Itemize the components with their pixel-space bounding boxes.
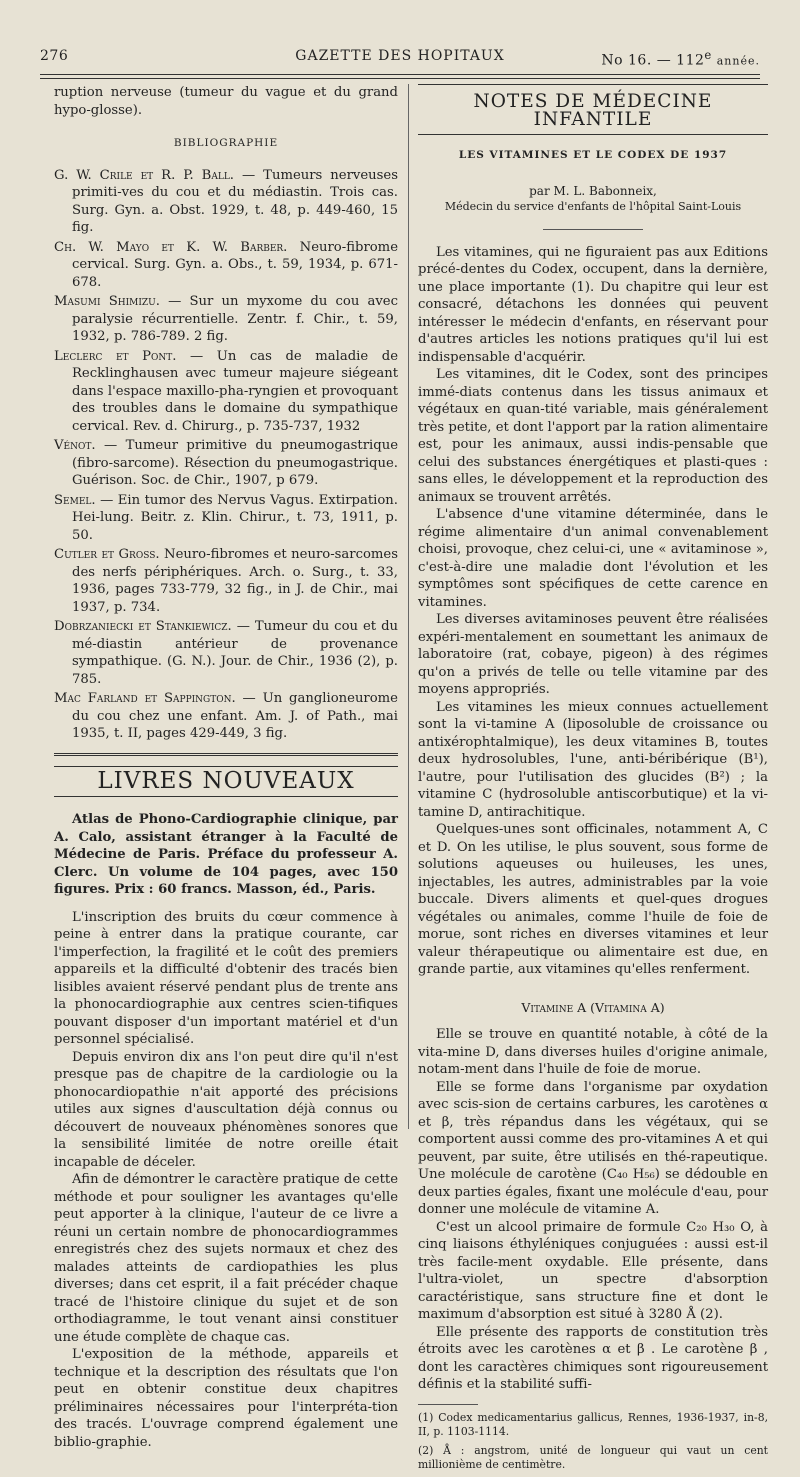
book-paragraph: Depuis environ dix ans l'on peut dire qu'il n'est presque pas de chapitre de la cardiologie ou la phonocardiopathie n'ait apporté des précisions utiles aux signes d'auscultation déjà connus ou découvert de nouveaux phénomènes sonores que la sensibilité limitée de notre oreille était incapable de déceler. (54, 1049, 398, 1170)
article-byline (418, 183, 768, 215)
bibliography-entry (54, 348, 398, 436)
bibliography-authors: Masumi Shimizu. (54, 294, 160, 309)
issue-suffix: année. (716, 54, 760, 68)
bibliography-authors: Ch. W. Mayo et K. W. Barber. (54, 239, 288, 255)
footnote: (1) Codex medicamentarius gallicus, Rennes, 1936-1937, in-8, II, p. 1103-1114. (418, 1410, 768, 1438)
bibliography-list (54, 167, 398, 743)
intro-paragraph: ruption nerveuse (tumeur du vague et du grand hypo-glosse). (54, 85, 398, 118)
footnote: (2) Å : angstrom, unité de longueur qui vaut un cent millionième de centimètre. (418, 1443, 768, 1471)
right-column (418, 84, 768, 1477)
bibliography-entry (54, 546, 398, 616)
bibliography-authors: Semel. (54, 492, 96, 508)
livres-nouveaux-title: LIVRES NOUVEAUX (54, 766, 398, 798)
issue-info (601, 48, 760, 69)
header-rule-2 (40, 78, 760, 79)
bibliography-entry (54, 618, 398, 688)
bibliography-authors: Vénot. (54, 438, 96, 453)
bibliography-entry (54, 293, 398, 346)
book-paragraph: Afin de démontrer le caractère pratique de cette méthode et pour souligner les avantages qu'elle peut apporter à la clinique, l'auteur de ce livre a réuni un certain nombre de phonocardiogrammes enregistrés chez des sujets normaux et chez des malades atteints de cardiopathies les plus diverses; dans cet esprit, il a fait précéder chaque tracé de l'histoire clinique du sujet et de son orthodiagramme, le tout venant ainsi constituer une étude complète de chaque cas. (54, 1172, 398, 1345)
bibliography-entry (54, 690, 398, 743)
header-rule (40, 74, 760, 75)
author-affiliation: Médecin du service d'enfants de l'hôpital Saint-Louis (444, 199, 742, 213)
issue-sup: e (704, 48, 712, 62)
issue-prefix: No 16. — 112 (601, 52, 705, 69)
article-paragraph: L'absence d'une vitamine déterminée, dans le régime alimentaire d'un animal convenablement choisi, provoque, chez celui-ci, une « avitaminose », c'est-à-dire une maladie dont l'évolution et les symptômes sont spécifiques de cette carence en vitamines. (418, 507, 768, 610)
page-number: 276 (40, 48, 69, 64)
bibliography-text: — Tumeur primitive du pneumogastrique (fibro-sarcome). Résection du pneumogastrique. Guérison. Soc. de Chir., 1907, p 679. (72, 438, 398, 488)
article-title: LES VITAMINES ET LE CODEX DE 1937 (458, 149, 728, 161)
vitamin-a-paragraph: Elle présente des rapports de constitution très étroits avec les carotènes α et β . Le carotène β , dont les caractères chimiques sont rigoureusement définis et la stabilité suffi- (418, 1324, 768, 1392)
bibliography-entry (54, 167, 398, 237)
author-name: par M. L. Babonneix, (529, 183, 657, 198)
left-column (54, 84, 398, 1451)
bibliography-entry (54, 437, 398, 490)
bibliography-entry (54, 492, 398, 545)
bibliography-text: — Sur un myxome du cou avec paralysie récurrentielle. Zentr. f. Chir., t. 59, 1932, p. 786-789. 2 fig. (72, 294, 398, 344)
book-entry: Atlas de Phono-Cardiographie clinique, par A. Calo, assistant étranger à la Faculté de Médecine de Paris. Préface du professeur A. Clerc. Un volume de 104 pages, avec 150 figures. Prix : 60 francs. Masson, éd., Paris. (54, 812, 398, 897)
bibliography-authors: Dobrzaniecki et Stankiewicz. (54, 619, 232, 634)
bibliography-authors: Cutler et Gross. (54, 547, 160, 562)
article-paragraph: Quelques-unes sont officinales, notamment A, C et D. On les utilise, le plus souvent, sous forme de solutions aqueuses ou huileuses, les unes, injectables, les autres, administrables par la voie buccale. Divers aliments et quel-ques drogues végétales ou animales, comme l'huile de foie de morue, sont riches en diverses vitamines et leur valeur thérapeutique ou alimentaire est due, en grande partie, aux vitamines qu'elles renferment. (418, 822, 768, 977)
journal-title: GAZETTE DES HOPITAUX (295, 48, 505, 64)
article-paragraph: Les vitamines, qui ne figuraient pas aux Editions précé-dentes du Codex, occupent, dans la dernière, une place importante (1). Du chapitre qui leur est consacré, détachons les données qui peuvent intéresser le médecin d'enfants, en réservant pour d'autres articles les notions pratiques qu'il lui est indispensable d'acquérir. (418, 244, 768, 365)
bibliography-text: — Ein tumor des Nervus Vagus. Extirpation. Hei-lung. Beitr. z. Klin. Chirur., t. 73, 1911, p. 50. (72, 492, 398, 543)
bibliography-authors: Mac Farland et Sappington. (54, 691, 236, 706)
book-paragraph: L'exposition de la méthode, appareils et technique et la description des résultats que l'on peut en obtenir constitue deux chapitres préliminaires nécessaires pour l'interpréta-tion des tracés. L'ouvrage comprend également une biblio-graphie. (54, 1347, 398, 1450)
section-title: NOTES DE MÉDECINE INFANTILE (418, 84, 768, 135)
footnote-rule (418, 1404, 478, 1405)
vitamin-a-paragraph: C'est un alcool primaire de formule C₂₀ H₃₀ O, à cinq liaisons éthyléniques conjuguées : aussi est-il très facile-ment oxydable. Elle présente, dans l'ultra-violet, un spectre d'absorption caractéristique, sans structure fine et dont le maximum d'absorption est situé à 3280 Å (2). (418, 1219, 768, 1322)
bibliography-text: — Tumeur du cou et du mé-diastin antérieur de provenance sympathique. (G. N.). Jour. de Chir., 1936 (2), p. 785. (72, 619, 399, 687)
page-header (40, 44, 760, 70)
section-divider (54, 753, 398, 756)
bibliography-text: — Tumeurs nerveuses primiti-ves du cou et du médiastin. Trois cas. Surg. Gyn. a. Obst. 1929, t. 48, p. 449-460, 15 fig. (72, 167, 398, 235)
bibliography-authors: G. W. Crile et R. P. Ball. (54, 167, 234, 183)
article-paragraph: Les vitamines les mieux connues actuellement sont la vi-tamine A (liposoluble de croissance ou antixérophtalmique), les deux vitamines B, toutes deux hydrosolubles, l'une, anti-béribérique (B¹), l'autre, pour l'utilisation des glucides (B²) ; la vitamine C (hydrosoluble antiscorbutique) et la vi-tamine D, antirachitique. (418, 699, 768, 820)
bibliography-text: Neuro-fibromes et neuro-sarcomes des nerfs périphériques. Arch. o. Surg., t. 33, 1936, pages 733-779, 32 fig., in J. de Chir., mai 1937, p. 734. (72, 547, 398, 615)
bibliography-heading: BIBLIOGRAPHIE (173, 137, 279, 149)
byline-rule (543, 229, 643, 230)
bibliography-text: Neuro-fibrome cervical. Surg. Gyn. a. Obs., t. 59, 1934, p. 671-678. (72, 239, 398, 290)
subsection-title: Vitamine A (Vitamina A) (521, 999, 665, 1015)
bibliography-entry (54, 239, 398, 292)
vitamin-a-paragraph: Elle se trouve en quantité notable, à côté de la vita-mine D, dans diverses huiles d'origine animale, notam-ment dans l'huile de foie de morue. (418, 1027, 768, 1077)
bibliography-authors: Leclerc et Pont. (54, 348, 177, 364)
bibliography-text: — Un ganglioneurome du cou chez une enfant. Am. J. of Path., mai 1935, t. II, pages 429-449, 3 fig. (72, 691, 398, 741)
article-paragraph: Les diverses avitaminoses peuvent être réalisées expéri-mentalement en soumettant les animaux de laboratoire (rat, cobaye, pigeon) à des régimes qu'on a privés de telle ou telle vitamine par des moyens appropriés. (418, 612, 768, 697)
column-separator (408, 84, 409, 1129)
vitamin-a-paragraph: Elle se forme dans l'organisme par oxydation avec scis-sion de certains carbures, les carotènes α et β, très répandus dans les végétaux, qui se comportent aussi comme des pro-vitamines A et qui peuvent, par suite, être utilisés en thé-rapeutique. Une molécule de carotène (C₄₀ H₅₆) se dédouble en deux parties égales, fixant une molécule d'eau, pour donner une molécule de vitamine A. (418, 1079, 768, 1217)
bibliography-text: — Un cas de maladie de Recklinghausen avec tumeur majeure siégeant dans l'espace maxillo-pha-ryngien et provoquant des troubles dans le domaine du sympathique cervical. Rev. d. Chirurg., p. 735-737, 1932 (72, 348, 398, 434)
book-paragraph: L'inscription des bruits du cœur commence à peine à entrer dans la pratique courante, car l'imperfection, la fragilité et le coût des premiers appareils et la difficulté d'obtenir des tracés bien lisibles avaient réservé pendant plus de trente ans la phonocardiographie aux centres scien-tifiques pouvant disposer d'un important matériel et d'un personnel spécialisé. (54, 909, 398, 1047)
article-paragraph: Les vitamines, dit le Codex, sont des principes immé-diats contenus dans les tissus animaux et végétaux en quan-tité variable, mais généralement très petite, et dont l'apport par la ration alimentaire est, pour les animaux, aussi indis-pensable que celui des substances énergétiques et plasti-ques : sans elles, le développement et la reproduction des animaux se trouvent arrêtés. (418, 367, 768, 505)
